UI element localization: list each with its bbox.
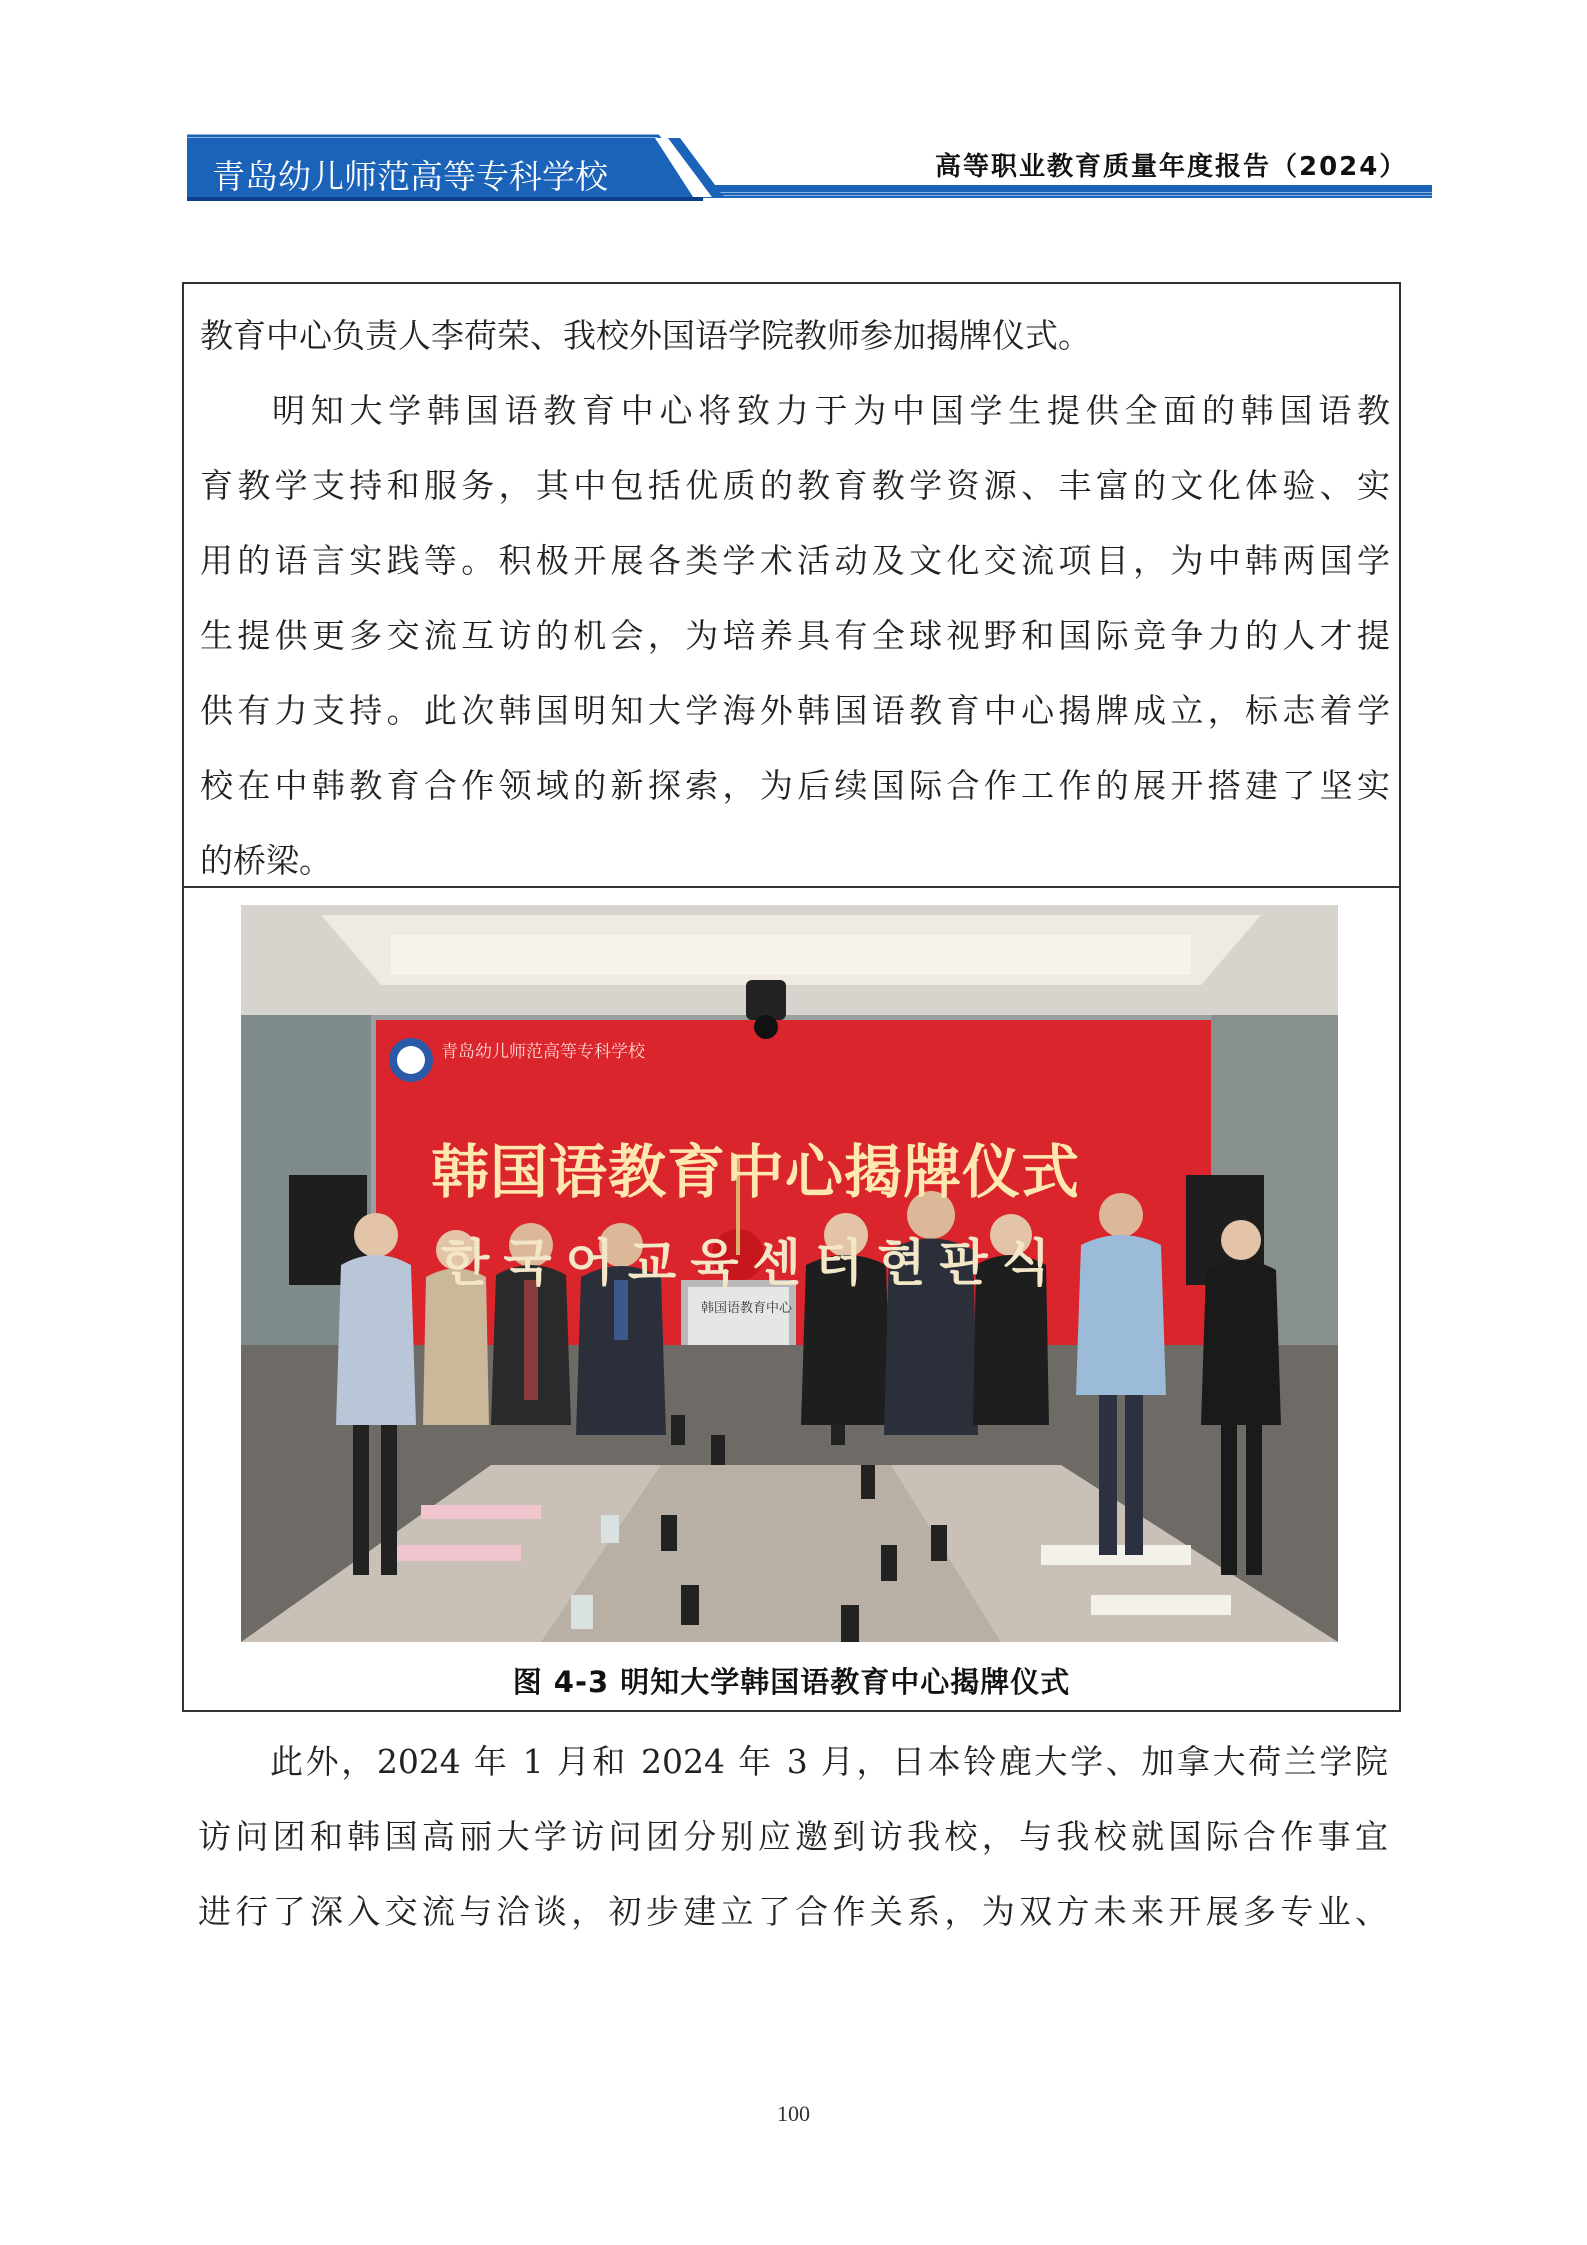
report-title: 高等职业教育质量年度报告（2024） — [935, 152, 1408, 182]
text-line: 校在中韩教育合作领域的新探索，为后续国际合作工作的展开搭建了坚实 — [200, 766, 1390, 805]
table-row-divider — [184, 886, 1399, 888]
text-line: 育教学支持和服务，其中包括优质的教育教学资源、丰富的文化体验、实 — [200, 466, 1390, 505]
plaque-text: 韩国语教育中心 — [701, 1301, 793, 1316]
text-line: 访问团和韩国高丽大学访问团分别应邀到访我校，与我校就国际合作事宜 — [198, 1817, 1388, 1856]
school-name: 青岛幼儿师范高等专科学校 — [212, 157, 608, 196]
text-line: 生提供更多交流互访的机会，为培养具有全球视野和国际竞争力的人才提 — [200, 616, 1390, 655]
ceremony-photo — [241, 905, 1338, 1642]
body-paragraph — [198, 1724, 1388, 1949]
header-right-bar — [700, 185, 1432, 192]
banner-title: 韩国语教育中心揭牌仪式 — [431, 1138, 1081, 1206]
banner-korean-title: 한국어교육센터현판식 — [441, 1234, 1064, 1292]
text-line: 此外，2024 年 1 月和 2024 年 3 月，日本铃鹿大学、加拿大荷兰学院 — [270, 1742, 1388, 1781]
box-paragraph — [200, 298, 1390, 898]
figure-caption: 图 4-3 明知大学韩国语教育中心揭牌仪式 — [512, 1665, 1071, 1699]
page-header — [0, 0, 1587, 210]
page-number: 100 — [777, 2101, 810, 2126]
content-table — [182, 282, 1401, 1712]
text-line: 进行了深入交流与洽谈，初步建立了合作关系，为双方未来开展多专业、 — [198, 1892, 1388, 1931]
banner-logo-text: 青岛幼儿师范高等专科学校 — [441, 1042, 645, 1062]
text-line: 的桥梁。 — [200, 841, 332, 880]
text-line: 教育中心负责人李荷荣、我校外国语学院教师参加揭牌仪式。 — [200, 316, 1091, 355]
text-line: 用的语言实践等。积极开展各类学术活动及文化交流项目，为中韩两国学 — [200, 541, 1390, 580]
text-line: 明知大学韩国语教育中心将致力于为中国学生提供全面的韩国语教 — [272, 391, 1390, 430]
text-line: 供有力支持。此次韩国明知大学海外韩国语教育中心揭牌成立，标志着学 — [200, 691, 1390, 730]
